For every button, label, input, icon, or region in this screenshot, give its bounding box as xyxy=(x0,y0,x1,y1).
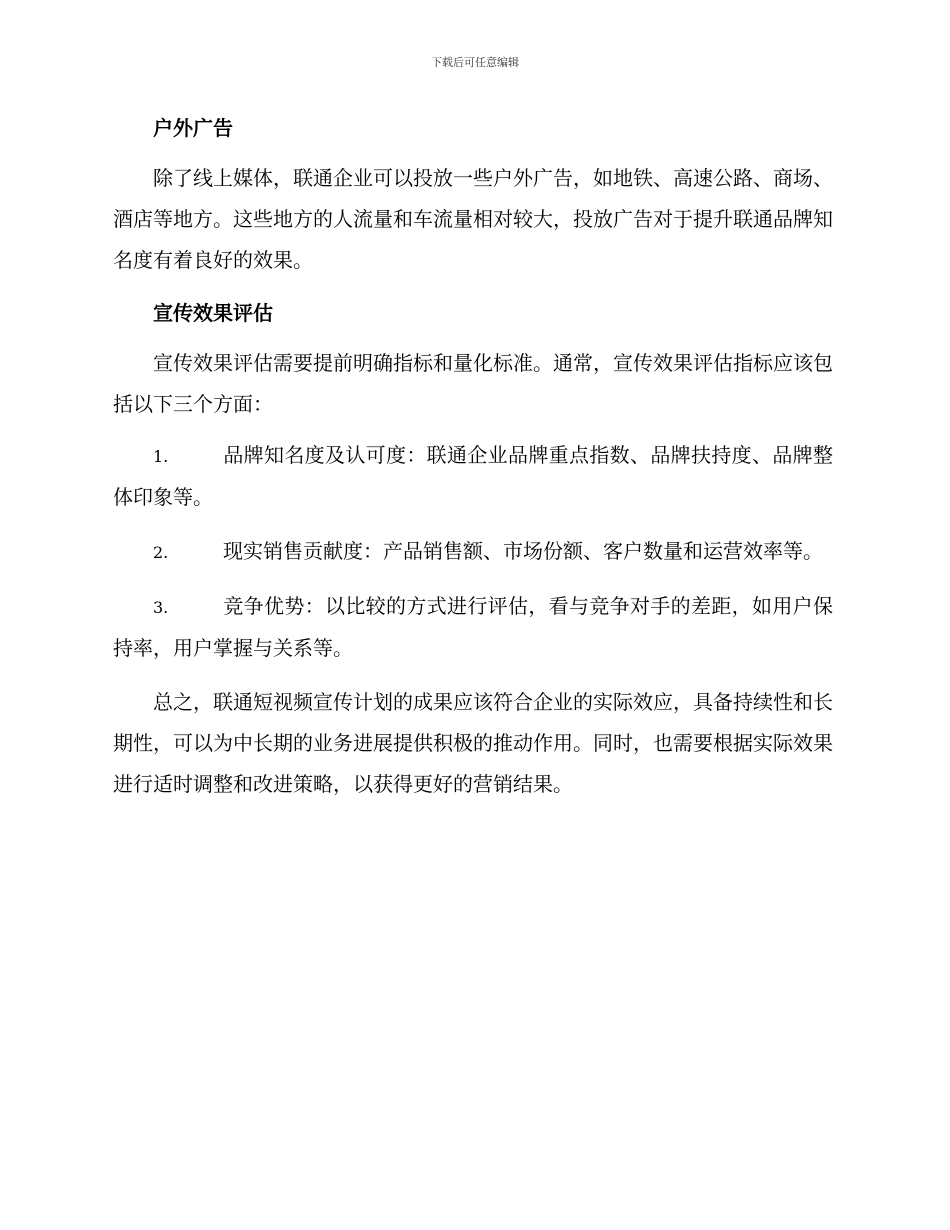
paragraph-evaluation-intro: 宣传效果评估需要提前明确指标和量化标准。通常，宣传效果评估指标应该包括以下三个方面： xyxy=(113,351,833,416)
section-title-outdoor-ads: 户外广告 xyxy=(153,116,233,140)
paragraph-outdoor-ads: 除了线上媒体，联通企业可以投放一些户外广告，如地铁、高速公路、商场、酒店等地方。这些地方的人流量和车流量相对较大，投放广告对于提升联通品牌知名度有着良好的效果。 xyxy=(113,166,833,272)
list-number: 2. xyxy=(153,543,169,562)
list-item-text: 竞争优势：以比较的方式进行评估，看与竞争对手的差距，如用户保持率，用户掌握与关系等。 xyxy=(113,594,833,660)
list-item-text: 品牌知名度及认可度：联通企业品牌重点指数、品牌扶持度、品牌整体印象等。 xyxy=(113,443,833,509)
paragraph-conclusion: 总之，联通短视频宣传计划的成果应该符合企业的实际效应，具备持续性和长期性，可以为中长期的业务进展提供积极的推动作用。同时，也需要根据实际效果进行适时调整和改进策略，以获得更好的营销结果。 xyxy=(113,690,833,796)
document-body xyxy=(113,110,833,815)
list-number: 1. xyxy=(153,447,169,466)
section-title-evaluation: 宣传效果评估 xyxy=(153,301,273,325)
header-note: 下载后可任意编辑 xyxy=(431,56,519,69)
list-item-3 xyxy=(113,586,833,669)
list-item-text: 现实销售贡献度：产品销售额、市场份额、客户数量和运营效率等。 xyxy=(223,539,823,563)
list-item-1 xyxy=(113,435,833,518)
list-number: 3. xyxy=(153,598,169,617)
list-item-2 xyxy=(113,531,833,573)
